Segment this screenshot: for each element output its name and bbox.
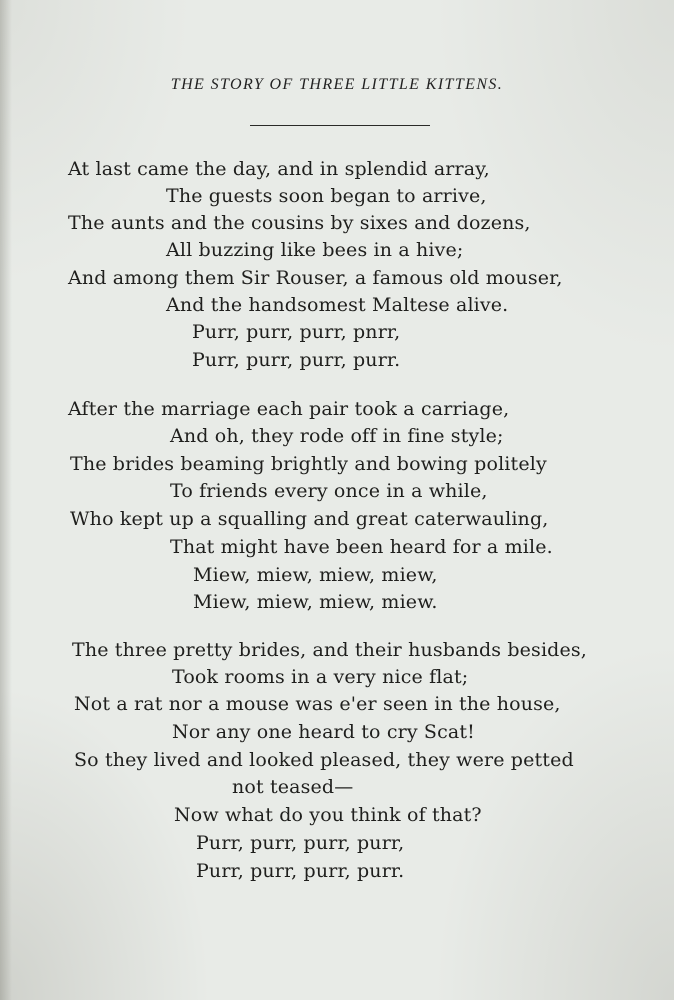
stanza-2-line-6: That might have been heard for a mile. <box>170 536 553 558</box>
title-rule <box>250 125 430 126</box>
stanza-3-line-3: Not a rat nor a mouse was e'er seen in the house, <box>74 693 561 715</box>
stanza-2-line-3: The brides beaming brightly and bowing politely <box>70 453 547 475</box>
stanza-2-line-4: To friends every once in a while, <box>170 480 488 502</box>
stanza-2-refrain-2: Miew, miew, miew, miew. <box>193 591 438 613</box>
stanza-3-line-7: Now what do you think of that? <box>174 804 482 826</box>
stanza-3-line-4: Nor any one heard to cry Scat! <box>172 721 475 743</box>
stanza-1-line-4: All buzzing like bees in a hive; <box>166 239 464 261</box>
stanza-3-line-6: not teased— <box>232 776 354 798</box>
stanza-2-refrain-1: Miew, miew, miew, miew, <box>193 564 438 586</box>
stanza-2-line-1: After the marriage each pair took a carriage, <box>68 398 510 420</box>
stanza-1-line-1: At last came the day, and in splendid array, <box>68 158 490 180</box>
stanza-1-refrain-2: Purr, purr, purr, purr. <box>192 349 401 371</box>
stanza-1-line-2: The guests soon began to arrive, <box>166 185 487 207</box>
stanza-3-line-1: The three pretty brides, and their husbands besides, <box>72 639 587 661</box>
stanza-3-refrain-1: Purr, purr, purr, purr, <box>196 832 405 854</box>
stanza-1-line-3: The aunts and the cousins by sixes and dozens, <box>68 212 531 234</box>
stanza-1-line-5: And among them Sir Rouser, a famous old mouser, <box>68 267 563 289</box>
stanza-3-line-2: Took rooms in a very nice flat; <box>172 666 469 688</box>
page-edge-shadow <box>0 0 12 1000</box>
stanza-3-refrain-2: Purr, purr, purr, purr. <box>196 860 405 882</box>
stanza-3-line-5: So they lived and looked pleased, they were petted <box>74 749 574 771</box>
stanza-1-refrain-1: Purr, purr, purr, pnrr, <box>192 321 401 343</box>
stanza-2-line-2: And oh, they rode off in fine style; <box>170 425 504 447</box>
stanza-2-line-5: Who kept up a squalling and great caterwauling, <box>70 508 549 530</box>
stanza-1-line-6: And the handsomest Maltese alive. <box>166 294 509 316</box>
running-head: THE STORY OF THREE LITTLE KITTENS. <box>170 76 504 93</box>
